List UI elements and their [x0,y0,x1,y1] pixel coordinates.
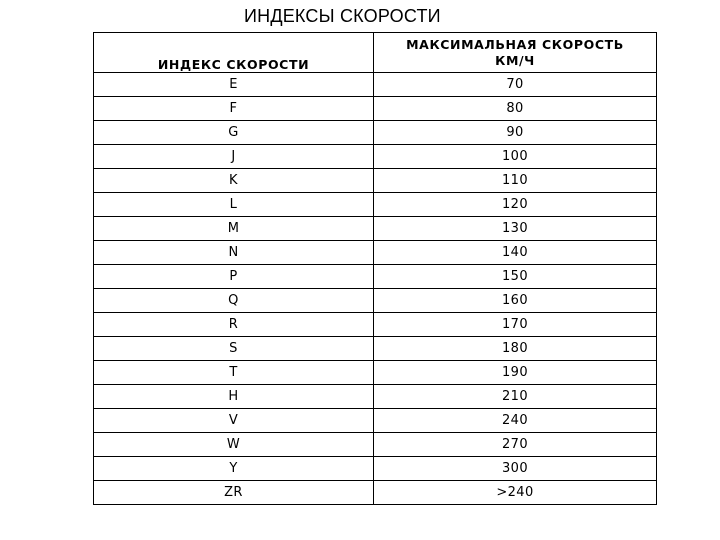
speed-cell: 150 [374,265,657,289]
table-row [94,121,657,145]
table-row [94,337,657,361]
table-row [94,313,657,337]
speed-cell: 110 [374,169,657,193]
index-cell: M [94,217,374,241]
table-row [94,361,657,385]
speed-cell: 190 [374,361,657,385]
speed-cell: 180 [374,337,657,361]
table-row [94,409,657,433]
index-cell: V [94,409,374,433]
index-cell: F [94,97,374,121]
speed-cell: 90 [374,121,657,145]
index-cell: R [94,313,374,337]
speed-cell: >240 [374,481,657,505]
index-cell: S [94,337,374,361]
index-cell: N [94,241,374,265]
header-max-speed [374,33,657,73]
table-row [94,73,657,97]
speed-cell: 120 [374,193,657,217]
header-speed-index [94,33,374,73]
table-body [94,73,657,505]
table-row [94,145,657,169]
table-row [94,193,657,217]
index-cell: Q [94,289,374,313]
table-row [94,97,657,121]
table-row [94,265,657,289]
header-max-speed-unit: КМ/Ч [495,52,535,68]
page-title: ИНДЕКСЫ СКОРОСТИ [244,6,441,26]
index-cell: K [94,169,374,193]
speed-cell: 100 [374,145,657,169]
index-cell: Y [94,457,374,481]
speed-cell: 80 [374,97,657,121]
header-speed-index-label: ИНДЕКС СКОРОСТИ [157,57,310,72]
speed-cell: 240 [374,409,657,433]
speed-cell: 210 [374,385,657,409]
index-cell: T [94,361,374,385]
header-max-speed-label: МАКСИМАЛЬНАЯ СКОРОСТЬ [406,36,624,52]
speed-index-table [93,32,657,505]
table-row [94,385,657,409]
index-cell: G [94,121,374,145]
speed-cell: 300 [374,457,657,481]
index-cell: J [94,145,374,169]
index-cell: ZR [94,481,374,505]
speed-cell: 130 [374,217,657,241]
index-cell: P [94,265,374,289]
index-cell: E [94,73,374,97]
speed-cell: 160 [374,289,657,313]
table-row [94,481,657,505]
speed-cell: 170 [374,313,657,337]
table-row [94,241,657,265]
table-row [94,457,657,481]
table-row [94,289,657,313]
table-row [94,217,657,241]
table-row [94,169,657,193]
speed-cell: 270 [374,433,657,457]
speed-cell: 140 [374,241,657,265]
table-header-row [94,33,657,73]
index-cell: H [94,385,374,409]
speed-cell: 70 [374,73,657,97]
index-cell: W [94,433,374,457]
table-row [94,433,657,457]
index-cell: L [94,193,374,217]
